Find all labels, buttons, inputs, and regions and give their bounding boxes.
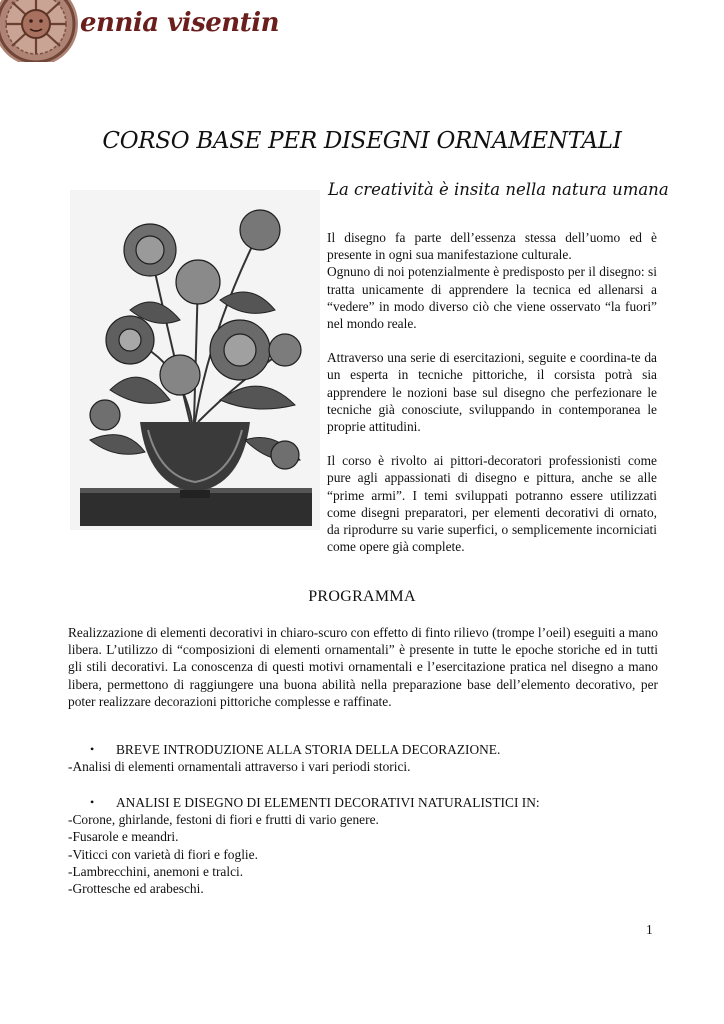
list-item: -Analisi di elementi ornamentali attraverso i vari periodi storici. xyxy=(68,759,411,775)
flower-vase-engraving-icon xyxy=(70,190,320,530)
page-number: 1 xyxy=(646,922,653,937)
list-item: -Viticci con varietà di fiori e foglie. xyxy=(68,846,258,862)
section-heading-line xyxy=(68,741,658,758)
bullet-icon: • xyxy=(90,742,95,756)
document-title: CORSO BASE PER DISEGNI ORNAMENTALI xyxy=(102,128,622,154)
intro-paragraph xyxy=(327,229,657,332)
program-section xyxy=(68,794,658,897)
list-item: -Grottesche ed arabeschi. xyxy=(68,881,204,897)
intro-sentence: Il disegno fa parte dell’essenza stessa dell’uomo ed è presente in ogni sua manifestazione culturale. xyxy=(327,230,657,263)
programma-heading: PROGRAMMA xyxy=(308,588,416,605)
list-item: -Fusarole e meandri. xyxy=(68,829,179,845)
logo-text: ennia visentin xyxy=(80,8,279,38)
subtitle: La creatività è insita nella natura umana xyxy=(328,180,669,199)
intro-column xyxy=(327,229,657,572)
intro-paragraph: Il corso è rivolto ai pittori-decoratori professionisti come pure agli appassionati di disegno e pittura, anche se alle “prime armi”. I temi sviluppati potranno essere utilizzati come disegni preparatori, per elementi decorativi di ornato, da riprodurre su varie superfici, o semplicemente incorniciati come opere già complete. xyxy=(327,453,657,555)
intro-paragraph: Attraverso una serie di esercitazioni, seguite e coordina-te da un esperta in tecniche pittoriche, il corsista potrà sia apprendere le nozioni base sul disegno che perfezionare le tecniche già conosciute, sviluppando in contemporanea le proprie attitudini. xyxy=(327,350,657,435)
sun-medallion-icon xyxy=(0,0,80,62)
section-heading-line xyxy=(68,794,658,811)
section-heading: ANALISI E DISEGNO DI ELEMENTI DECORATIVI NATURALISTICI IN: xyxy=(116,795,540,810)
list-item: -Corone, ghirlande, festoni di fiori e frutti di vario genere. xyxy=(68,812,379,828)
brand-logo xyxy=(0,0,279,64)
list-item: -Lambrecchini, anemoni e tralci. xyxy=(68,863,244,879)
bullet-icon: • xyxy=(90,795,95,809)
intro-sentence: Ognuno di noi potenzialmente è predisposto per il disegno: si tratta unicamente di apprendere la tecnica ed allenarsi a “vedere” in modo diverso ciò che viene osservato “la fuori” nel mondo reale. xyxy=(327,264,657,332)
program-section xyxy=(68,741,658,775)
section-heading: BREVE INTRODUZIONE ALLA STORIA DELLA DECORAZIONE. xyxy=(116,742,501,757)
programma-intro: Realizzazione di elementi decorativi in chiaro-scuro con effetto di finto rilievo (trompe l’oeil) eseguiti a mano libera. L’utilizzo di “composizioni di elementi ornamentali” è presente in tutte le epoche storiche ed in tutti gli stili decorativi. La conoscenza di questi motivi ornamentali e l’esercitazione pratica nel disegno a mano libera, permettono di raggiungere una buona abilità nella preparazione base dell’elemento decorativo, per poter realizzare decorazioni pittoriche complesse e raffinate. xyxy=(68,625,658,709)
